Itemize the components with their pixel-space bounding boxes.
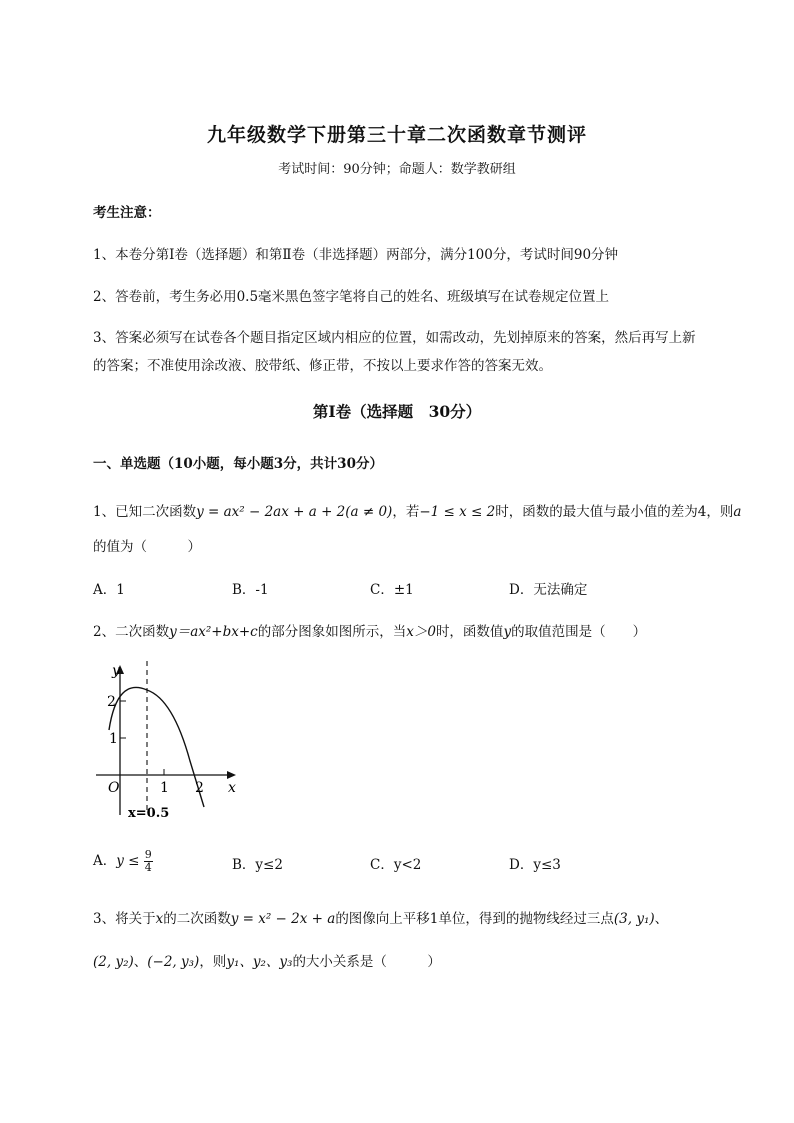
q1-option-c: C．±1 bbox=[370, 582, 414, 598]
parabola-curve bbox=[109, 687, 204, 807]
notice-item-3: 3、答案必须写在试卷各个题目指定区域内相应的位置，如需改动，先划掉原来的答案，然后再写上新 bbox=[93, 330, 696, 346]
part-heading: 一、单选题（10小题，每小题3分，共计30分） bbox=[93, 456, 383, 472]
question-3-stem: 3、将关于x的二次函数y = x² − 2x + a的图像向上平移1单位，得到的抛物线经过三点(3, y₁)、 bbox=[93, 911, 669, 927]
q2-option-b: B．y≤2 bbox=[232, 857, 283, 873]
section-title: 第I卷（选择题 30分） bbox=[312, 402, 482, 421]
q2-formula: y＝ax²+bx+c bbox=[169, 624, 258, 640]
x-axis-arrow bbox=[227, 771, 236, 779]
notice-item-1: 1、本卷分第I卷（选择题）和第Ⅱ卷（非选择题）两部分，满分100分，考试时间90分钟 bbox=[93, 247, 619, 263]
x-tick-label-1: 1 bbox=[160, 780, 169, 796]
q1-option-d: D．无法确定 bbox=[509, 582, 588, 598]
q3-formula: y = x² − 2x + a bbox=[230, 911, 336, 927]
q2-option-d: D．y≤3 bbox=[509, 857, 561, 873]
q2-option-a: A．y ≤ $\frac{9}{4}$ bbox=[93, 848, 152, 874]
q1-formula: y = ax² − 2ax + a + 2(a ≠ 0) bbox=[196, 504, 393, 520]
parabola-graph bbox=[88, 655, 248, 825]
x-axis-label: x bbox=[228, 780, 236, 796]
question-1-stem-cont: 的值为（ ） bbox=[93, 539, 201, 555]
y-axis-label: y bbox=[112, 663, 120, 679]
q2-option-c: C．y<2 bbox=[370, 857, 422, 873]
question-2-stem: 2、二次函数y＝ax²+bx+c的部分图象如图所示，当x＞0时，函数值y的取值范围是（ ） bbox=[93, 624, 647, 640]
q1-range: −1 ≤ x ≤ 2 bbox=[419, 504, 496, 520]
notice-item-3-cont: 的答案；不准使用涂改液、胶带纸、修正带，不按以上要求作答的答案无效。 bbox=[93, 358, 552, 374]
x-tick-label-2: 2 bbox=[195, 780, 204, 796]
exam-info: 考试时间：90分钟；命题人：数学教研组 bbox=[278, 162, 516, 177]
origin-label: O bbox=[108, 780, 120, 796]
fraction-nine-fourths: $\frac{9}{4}$ bbox=[144, 848, 152, 874]
question-3-stem-cont: (2, y₂)、(−2, y₃)，则y₁、y₂、y₃的大小关系是（ ） bbox=[93, 954, 441, 970]
y-tick-label-1: 1 bbox=[109, 731, 118, 747]
q1-option-b: B．-1 bbox=[232, 582, 269, 598]
notice-item-2: 2、答卷前，考生务必用0.5毫米黑色签字笔将自己的姓名、班级填写在试卷规定位置上 bbox=[93, 289, 610, 305]
y-tick-label-2: 2 bbox=[107, 694, 116, 710]
question-1-stem: 1、已知二次函数y = ax² − 2ax + a + 2(a ≠ 0)，若−1 ≤ x ≤ 2时，函数的最大值与最小值的差为4，则a bbox=[93, 504, 742, 520]
page-title: 九年级数学下册第三十章二次函数章节测评 bbox=[206, 124, 587, 146]
symmetry-axis-label: x=0.5 bbox=[128, 806, 170, 821]
q1-option-a: A．1 bbox=[93, 582, 125, 598]
notice-heading: 考生注意： bbox=[93, 205, 161, 221]
